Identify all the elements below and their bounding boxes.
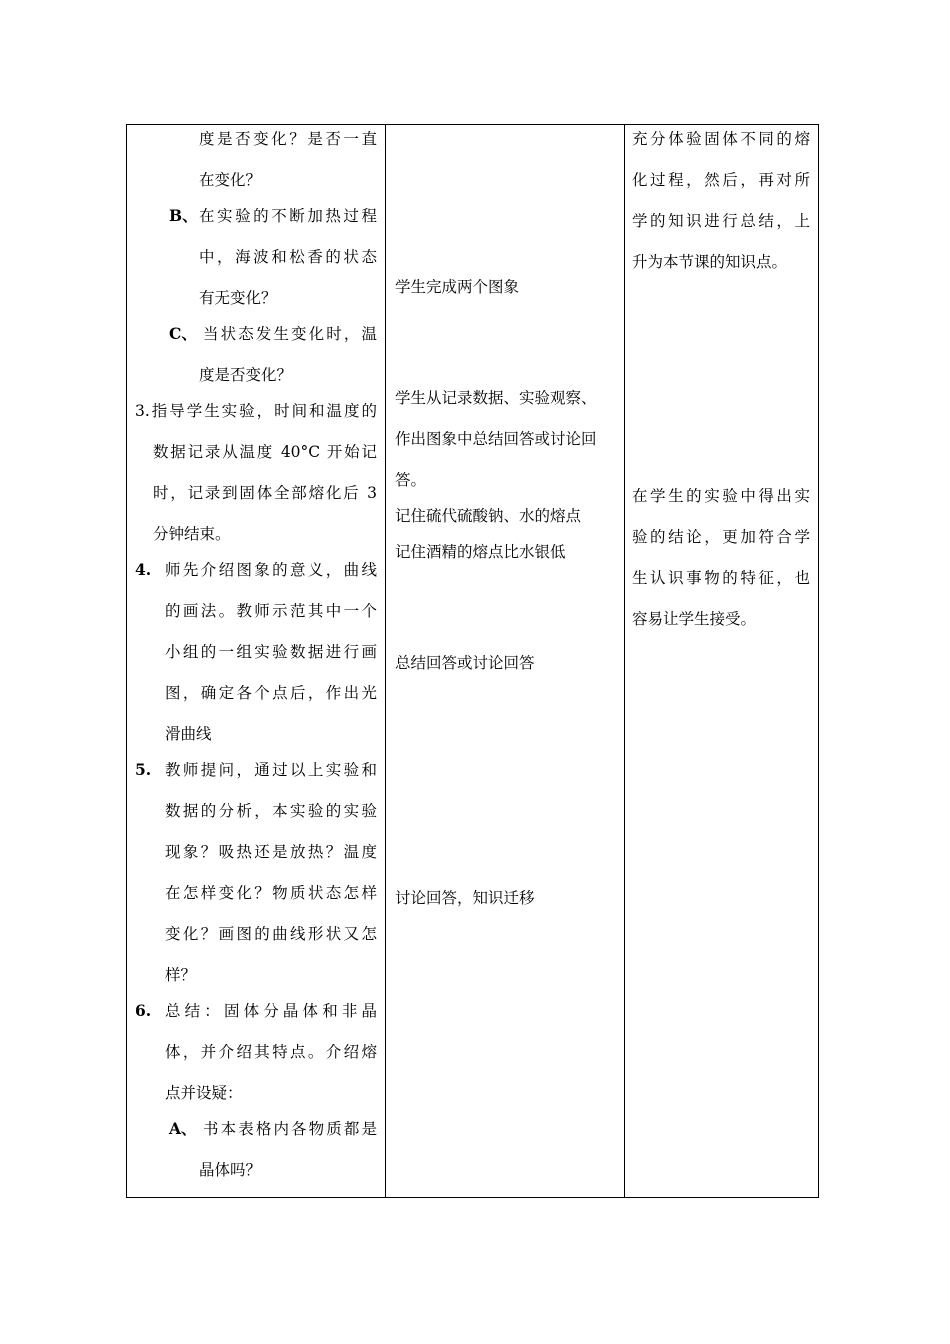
text-line: 现象？吸热还是放热？温度 bbox=[165, 843, 377, 861]
text-line: 小组的一组实验数据进行画 bbox=[165, 643, 377, 661]
text-line: 学生从记录数据、实验观察、 bbox=[395, 389, 597, 407]
text-line: 教师提问，通过以上实验和 bbox=[165, 761, 377, 779]
student-activity-column bbox=[385, 125, 625, 1197]
item-marker: 5. bbox=[135, 760, 152, 779]
text-line: 在怎样变化？物质状态怎样 bbox=[165, 884, 377, 902]
text-line: 在学生的实验中得出实 bbox=[632, 487, 810, 505]
text-line: 充分体验固体不同的熔 bbox=[632, 130, 810, 148]
text-line: 记住酒精的熔点比水银低 bbox=[395, 543, 566, 561]
text-line: 总结回答或讨论回答 bbox=[395, 654, 535, 672]
text-line: 体，并介绍其特点。介绍熔 bbox=[165, 1043, 377, 1061]
text-line: 有无变化？ bbox=[199, 289, 277, 307]
text-line: 数据的分析，本实验的实验 bbox=[165, 802, 377, 820]
text-line: 学的知识进行总结，上 bbox=[632, 212, 810, 230]
design-intent-column bbox=[624, 125, 818, 1197]
text-line: 时，记录到固体全部熔化后 3 bbox=[153, 484, 377, 502]
text-line: 讨论回答，知识迁移 bbox=[395, 889, 535, 907]
text-line: 晶体吗？ bbox=[199, 1161, 262, 1179]
text-line: 作出图象中总结回答或讨论回 bbox=[395, 430, 597, 448]
text-line: 分钟结束。 bbox=[153, 525, 231, 543]
teacher-activity-column bbox=[127, 125, 386, 1197]
text-line: 图，确定各个点后，作出光 bbox=[165, 684, 377, 702]
text-line: 学生完成两个图象 bbox=[395, 278, 520, 296]
item-marker: C、 bbox=[169, 324, 197, 343]
text-line: 中，海波和松香的状态 bbox=[199, 248, 377, 266]
text-line: 3.指导学生实验，时间和温度的 bbox=[135, 402, 377, 420]
text-line: 师先介绍图象的意义，曲线 bbox=[165, 561, 377, 579]
text-line: 滑曲线 bbox=[165, 725, 212, 743]
item-marker: 4. bbox=[135, 560, 152, 579]
text-line: 容易让学生接受。 bbox=[632, 610, 757, 628]
lesson-plan-table bbox=[126, 124, 819, 1198]
text-line: 答。 bbox=[395, 471, 427, 489]
item-marker: B、 bbox=[169, 206, 198, 225]
text-line: 点并设疑： bbox=[165, 1084, 243, 1102]
text-line: 当状态发生变化时，温 bbox=[203, 325, 377, 343]
text-line: 在实验的不断加热过程 bbox=[199, 207, 377, 225]
item-marker: A、 bbox=[169, 1119, 197, 1138]
text-line: 升为本节课的知识点。 bbox=[632, 253, 788, 271]
text-line: 度是否变化？ bbox=[199, 366, 293, 384]
text-line: 生认识事物的特征，也 bbox=[632, 569, 810, 587]
text-line: 样？ bbox=[165, 966, 197, 984]
item-marker: 6. bbox=[135, 1001, 152, 1020]
text-line: 记住硫代硫酸钠、水的熔点 bbox=[395, 507, 582, 525]
text-line: 度是否变化？是否一直 bbox=[199, 130, 377, 148]
text-line: 在变化？ bbox=[199, 171, 262, 189]
text-line: 化过程，然后，再对所 bbox=[632, 171, 810, 189]
text-line: 的画法。教师示范其中一个 bbox=[165, 602, 377, 620]
text-line: 变化？画图的曲线形状又怎 bbox=[165, 925, 377, 943]
text-line: 总结：固体分晶体和非晶 bbox=[165, 1002, 377, 1020]
text-line: 数据记录从温度 40°C 开始记 bbox=[153, 443, 377, 461]
text-line: 验的结论，更加符合学 bbox=[632, 528, 810, 546]
text-line: 书本表格内各物质都是 bbox=[203, 1120, 377, 1138]
